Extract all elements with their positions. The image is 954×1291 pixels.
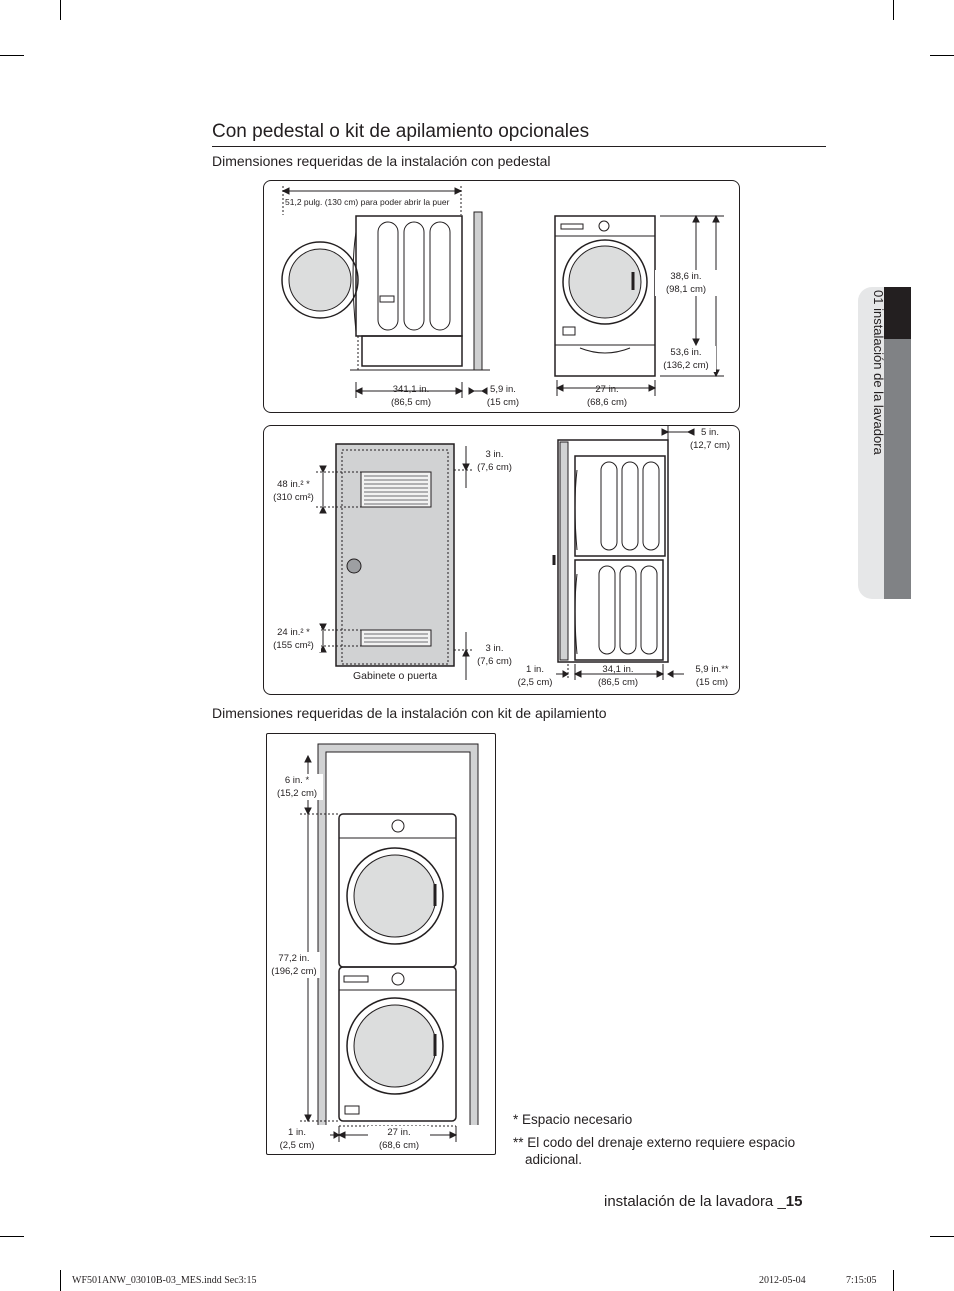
vent-top-dimension: 48 in.² * (310 cm²) — [266, 478, 321, 504]
page-title: Con pedestal o kit de apilamiento opcionales — [212, 121, 590, 142]
closet-depth-dimension: 34,1 in. (86,5 cm) — [597, 664, 639, 688]
cabinet-door-label: Gabinete o puerta — [352, 670, 438, 682]
pedestal-width-dimension: 27 in. (68,6 cm) — [586, 384, 628, 408]
unit-height-dimension: 38,6 in. (98,1 cm) — [655, 270, 717, 296]
note-required-space: * Espacio necesario — [513, 1112, 633, 1127]
note-drain-elbow: ** El codo del drenaje externo requiere espacio adicional. — [513, 1135, 796, 1167]
page-number: 15 — [785, 1193, 803, 1210]
pedestal-depth-dimension: 341,1 in. (86,5 cm) — [390, 384, 432, 408]
imprint-time: 7:15:05 — [846, 1275, 877, 1286]
total-height-dimension: 53,6 in. (136,2 cm) — [656, 346, 716, 372]
stack-top-gap-dimension: 6 in. * (15,2 cm) — [271, 774, 323, 800]
footnotes — [513, 1111, 813, 1174]
front-gap-dimension: 1 in. (2,5 cm) — [517, 664, 553, 688]
stack-width-dimension: 27 in. (68,6 cm) — [368, 1126, 430, 1152]
stacking-heading: Dimensiones requeridas de la instalación con kit de apilamiento — [212, 705, 607, 721]
gap-bottom-dimension: 3 in. (7,6 cm) — [477, 643, 512, 667]
gap-top-dimension: 3 in. (7,6 cm) — [477, 449, 512, 473]
pedestal-back-gap-dimension: 5,9 in. (15 cm) — [486, 384, 520, 408]
side-gap-dimension: 5 in. (12,7 cm) — [689, 427, 731, 451]
imprint-file: WF501ANW_03010B-03_MES.indd Sec3:15 — [72, 1275, 257, 1286]
side-tab-label: 01 instalación de la lavadora — [871, 290, 886, 455]
pedestal-heading: Dimensiones requeridas de la instalación con pedestal — [212, 153, 551, 169]
vent-bottom-dimension: 24 in.² * (155 cm²) — [266, 626, 321, 652]
closet-back-gap-dimension: 5,9 in.** (15 cm) — [695, 664, 729, 688]
imprint-date: 2012-05-04 — [759, 1275, 806, 1286]
stack-side-gap-dimension: 1 in. (2,5 cm) — [279, 1127, 315, 1151]
page-footer: instalación de la lavadora _15 — [604, 1193, 803, 1210]
stack-height-dimension: 77,2 in. (196,2 cm) — [268, 952, 320, 978]
door-swing-dimension: 51,2 pulg. (130 cm) para poder abrir la puer — [285, 197, 450, 207]
